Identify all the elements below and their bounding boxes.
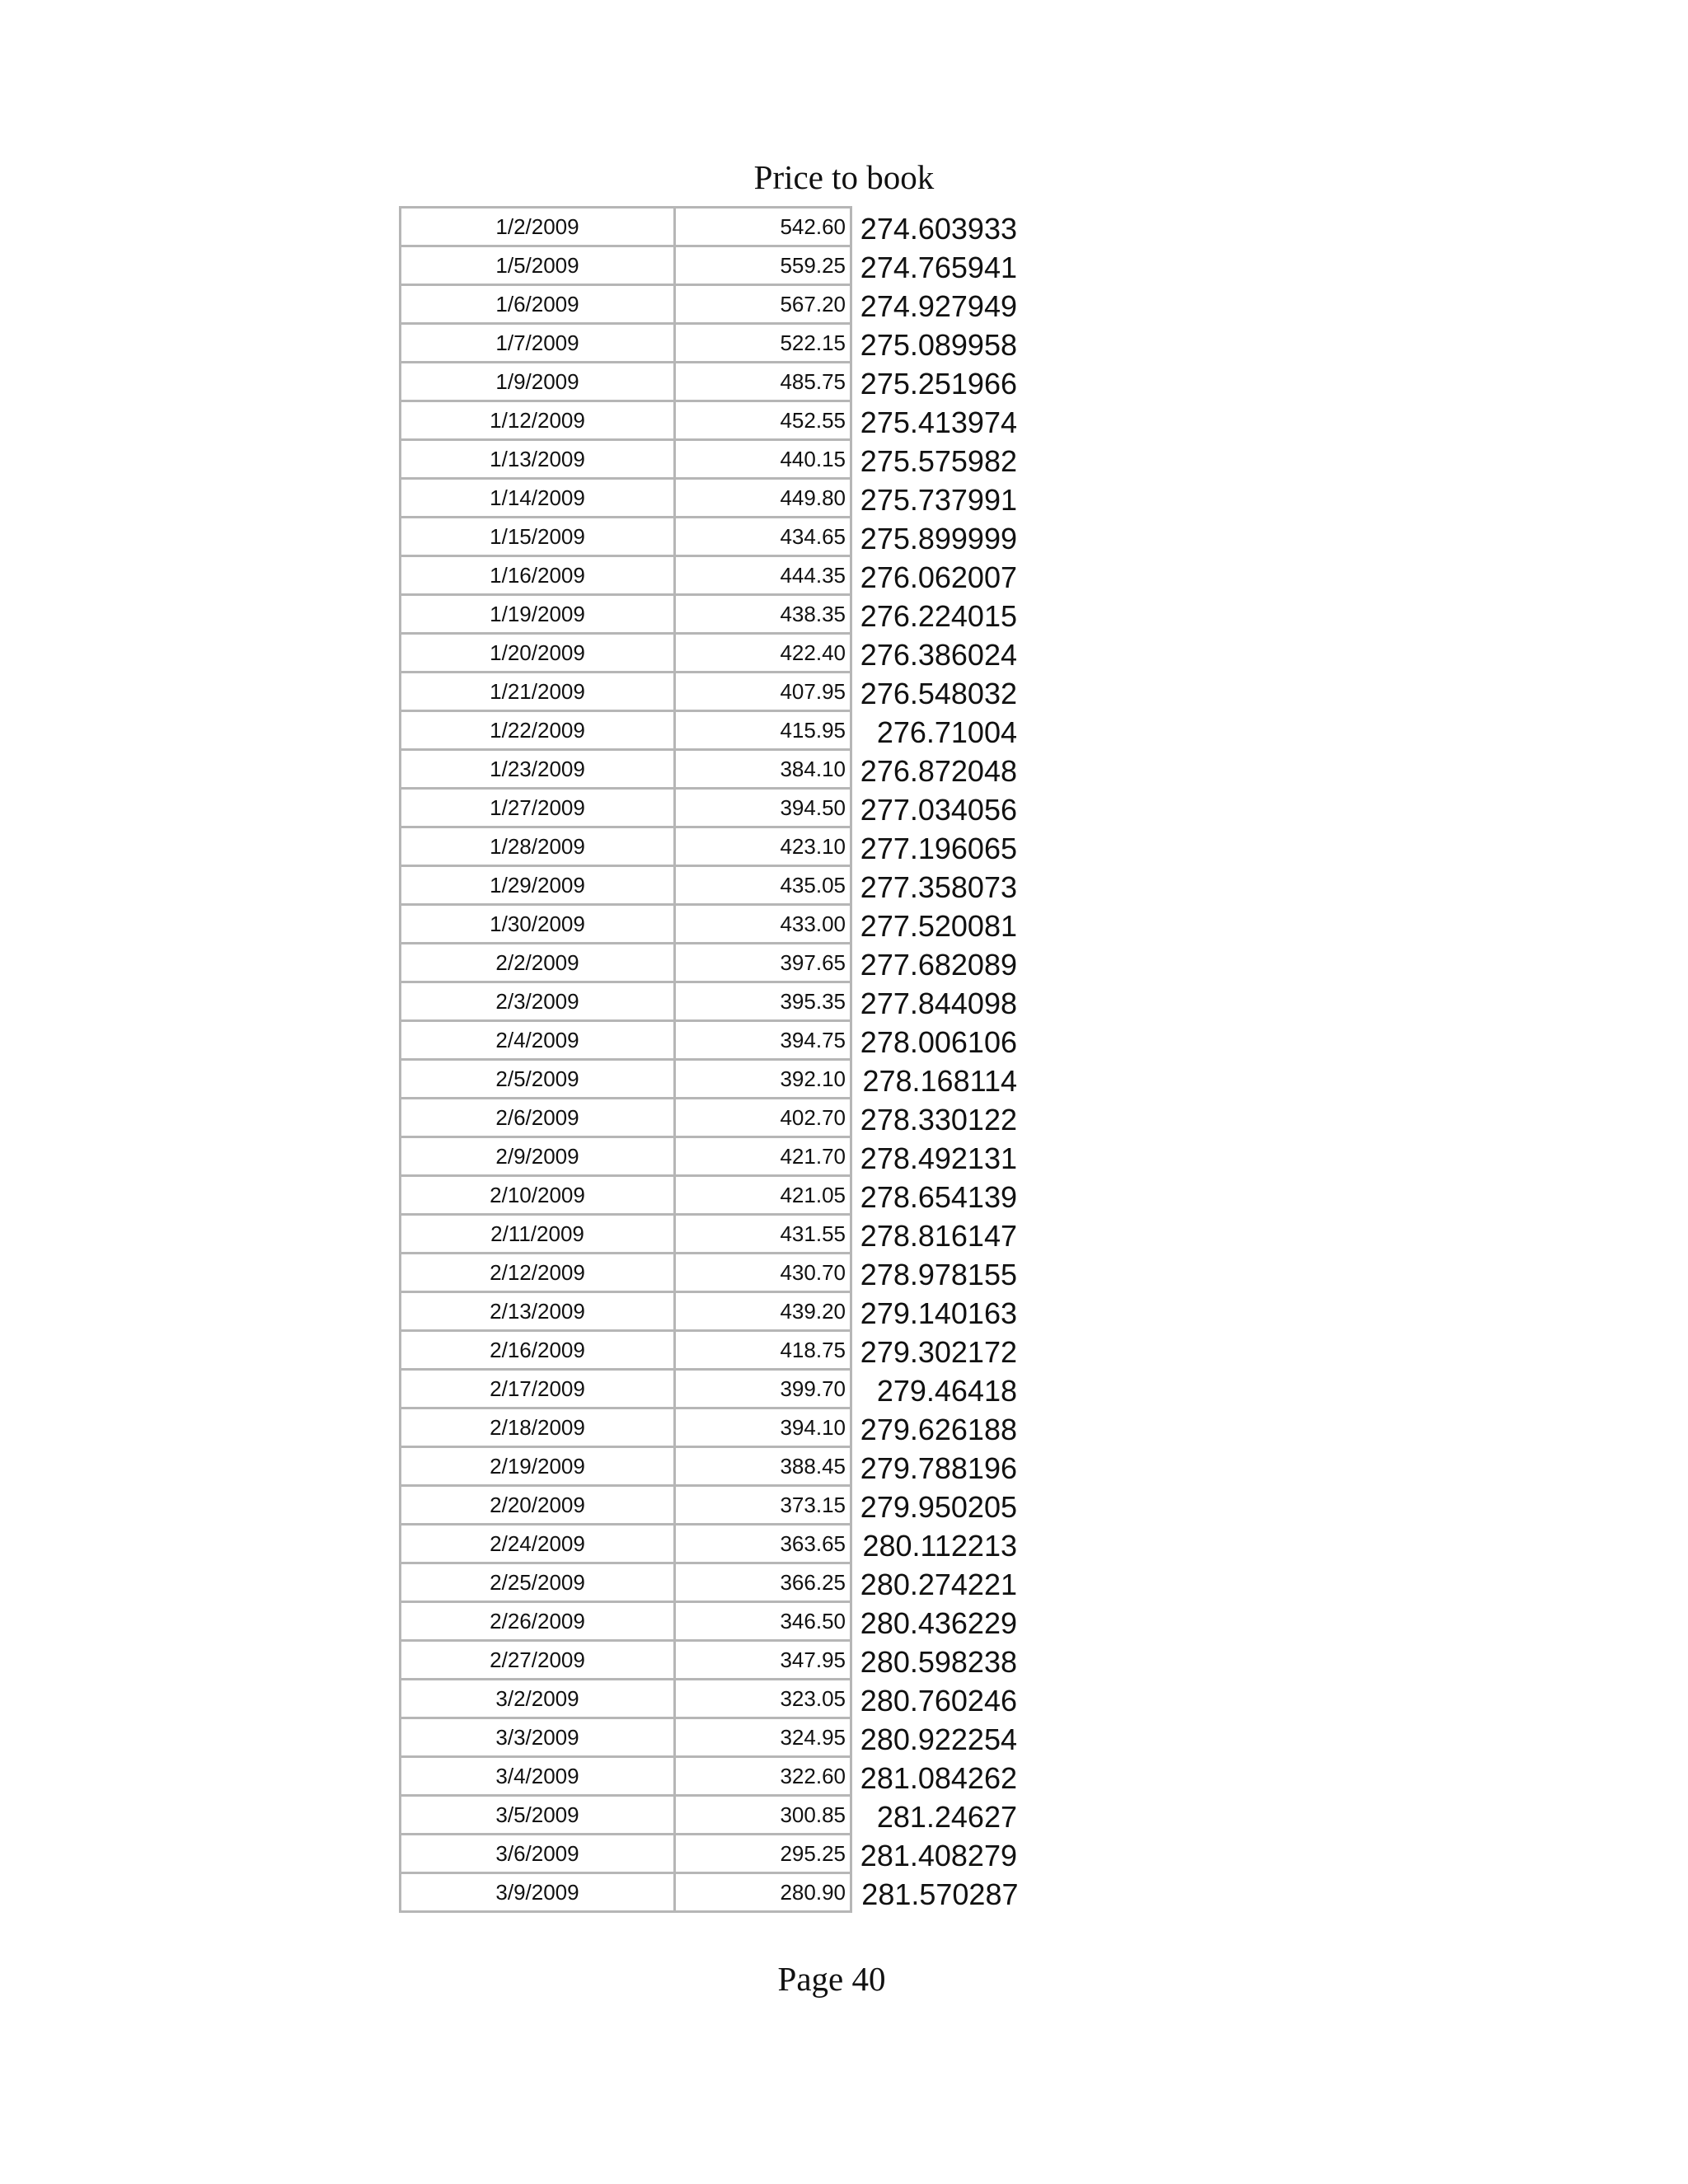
table-row [401, 401, 1019, 440]
price-table [399, 206, 1020, 1913]
date-cell: 2/12/2009 [401, 1254, 675, 1292]
table-row [401, 1680, 1019, 1718]
table-row [401, 711, 1019, 750]
book-value-cell: 280.922254 [860, 1722, 1017, 1756]
price-cell: 384.10 [675, 750, 851, 789]
book-value-cell: 276.062007 [860, 560, 1017, 594]
book-value-cell: 279.626188 [860, 1413, 1017, 1446]
page-title: Price to book [753, 158, 935, 196]
book-value-cell: 278.330122 [860, 1103, 1017, 1137]
table-row [401, 1873, 1019, 1912]
date-cell: 2/20/2009 [401, 1486, 675, 1525]
date-cell: 2/17/2009 [401, 1370, 675, 1408]
table-row [401, 1021, 1019, 1060]
table-row [401, 1254, 1019, 1292]
table-row [401, 1641, 1019, 1680]
date-cell: 1/30/2009 [401, 905, 675, 944]
date-cell: 1/7/2009 [401, 324, 675, 363]
table-row [401, 1370, 1019, 1408]
date-cell: 1/22/2009 [401, 711, 675, 750]
price-cell: 423.10 [675, 827, 851, 866]
date-cell: 2/16/2009 [401, 1331, 675, 1370]
table-row [401, 1718, 1019, 1757]
book-value-cell: 278.492131 [860, 1141, 1017, 1175]
date-cell: 2/26/2009 [401, 1602, 675, 1641]
table-row [401, 1137, 1019, 1176]
price-table-body [401, 208, 1019, 1912]
price-cell: 542.60 [675, 208, 851, 246]
price-cell: 397.65 [675, 944, 851, 982]
book-value-cell: 275.251966 [860, 367, 1017, 401]
table-row [401, 673, 1019, 711]
price-cell: 402.70 [675, 1099, 851, 1137]
price-cell: 395.35 [675, 982, 851, 1021]
table-row [401, 1563, 1019, 1602]
price-cell: 373.15 [675, 1486, 851, 1525]
date-cell: 2/4/2009 [401, 1021, 675, 1060]
book-value-cell: 274.603933 [860, 212, 1017, 246]
book-value-cell: 278.168114 [862, 1064, 1017, 1098]
book-value-cell: 275.575982 [860, 444, 1017, 478]
table-row [401, 595, 1019, 634]
table-row [401, 1602, 1019, 1641]
book-value-cell: 277.034056 [860, 793, 1017, 827]
date-cell: 1/29/2009 [401, 866, 675, 905]
book-value-cell: 277.358073 [860, 870, 1017, 904]
date-cell: 2/24/2009 [401, 1525, 675, 1563]
date-cell: 2/25/2009 [401, 1563, 675, 1602]
table-row [401, 827, 1019, 866]
book-value-cell: 281.570287 [861, 1877, 1019, 1911]
book-value-cell: 276.548032 [860, 677, 1017, 710]
date-cell: 3/5/2009 [401, 1796, 675, 1835]
price-cell: 322.60 [675, 1757, 851, 1796]
price-cell: 421.70 [675, 1137, 851, 1176]
price-cell: 407.95 [675, 673, 851, 711]
price-cell: 363.65 [675, 1525, 851, 1563]
price-cell: 324.95 [675, 1718, 851, 1757]
date-cell: 1/2/2009 [401, 208, 675, 246]
table-row [401, 1486, 1019, 1525]
table-row [401, 1060, 1019, 1099]
date-cell: 1/14/2009 [401, 479, 675, 518]
price-cell: 440.15 [675, 440, 851, 479]
price-cell: 567.20 [675, 285, 851, 324]
book-value-cell: 277.520081 [860, 909, 1017, 943]
book-value-cell: 279.46418 [876, 1374, 1017, 1408]
date-cell: 2/6/2009 [401, 1099, 675, 1137]
price-cell: 421.05 [675, 1176, 851, 1215]
table-row [401, 1176, 1019, 1215]
book-value-cell: 278.654139 [860, 1180, 1017, 1214]
table-row [401, 1447, 1019, 1486]
table-row [401, 634, 1019, 673]
price-cell: 434.65 [675, 518, 851, 556]
price-cell: 394.75 [675, 1021, 851, 1060]
date-cell: 2/18/2009 [401, 1408, 675, 1447]
table-row [401, 982, 1019, 1021]
book-value-cell: 276.386024 [860, 638, 1017, 672]
price-cell: 394.50 [675, 789, 851, 827]
price-cell: 418.75 [675, 1331, 851, 1370]
book-value-cell: 274.765941 [860, 251, 1017, 284]
table-row [401, 208, 1019, 246]
table-row [401, 479, 1019, 518]
table-row [401, 789, 1019, 827]
price-cell: 346.50 [675, 1602, 851, 1641]
price-cell: 430.70 [675, 1254, 851, 1292]
date-cell: 1/20/2009 [401, 634, 675, 673]
book-value-cell: 279.950205 [860, 1490, 1017, 1524]
price-cell: 485.75 [675, 363, 851, 401]
date-cell: 2/3/2009 [401, 982, 675, 1021]
table-row [401, 1796, 1019, 1835]
book-value-cell: 276.224015 [860, 599, 1017, 633]
price-cell: 347.95 [675, 1641, 851, 1680]
date-cell: 1/16/2009 [401, 556, 675, 595]
date-cell: 1/12/2009 [401, 401, 675, 440]
table-row [401, 518, 1019, 556]
date-cell: 2/13/2009 [401, 1292, 675, 1331]
book-value-cell: 279.302172 [860, 1335, 1017, 1369]
table-row [401, 750, 1019, 789]
book-value-cell: 277.844098 [860, 987, 1017, 1020]
book-value-cell: 277.682089 [860, 948, 1017, 982]
table-row [401, 1757, 1019, 1796]
date-cell: 1/19/2009 [401, 595, 675, 634]
price-cell: 300.85 [675, 1796, 851, 1835]
price-cell: 394.10 [675, 1408, 851, 1447]
date-cell: 3/2/2009 [401, 1680, 675, 1718]
price-cell: 366.25 [675, 1563, 851, 1602]
price-cell: 522.15 [675, 324, 851, 363]
book-value-cell: 280.436229 [860, 1606, 1017, 1640]
book-value-cell: 278.816147 [860, 1219, 1017, 1253]
table-row [401, 556, 1019, 595]
book-value-cell: 276.872048 [860, 754, 1017, 788]
date-cell: 1/23/2009 [401, 750, 675, 789]
table-row [401, 866, 1019, 905]
book-value-cell: 281.24627 [876, 1800, 1017, 1834]
table-row [401, 1215, 1019, 1254]
book-value-cell: 278.978155 [860, 1258, 1017, 1291]
book-value-cell: 280.112213 [862, 1529, 1017, 1563]
price-cell: 433.00 [675, 905, 851, 944]
date-cell: 3/4/2009 [401, 1757, 675, 1796]
table-row [401, 246, 1019, 285]
table-row [401, 1835, 1019, 1873]
price-cell: 449.80 [675, 479, 851, 518]
date-cell: 1/13/2009 [401, 440, 675, 479]
book-value-cell: 275.899999 [860, 522, 1017, 555]
table-row [401, 285, 1019, 324]
price-cell: 323.05 [675, 1680, 851, 1718]
price-cell: 439.20 [675, 1292, 851, 1331]
table-row [401, 440, 1019, 479]
date-cell: 2/11/2009 [401, 1215, 675, 1254]
table-row [401, 324, 1019, 363]
date-cell: 2/10/2009 [401, 1176, 675, 1215]
book-value-cell: 277.196065 [860, 832, 1017, 865]
price-cell: 295.25 [675, 1835, 851, 1873]
date-cell: 1/21/2009 [401, 673, 675, 711]
table-row [401, 1331, 1019, 1370]
table-row [401, 363, 1019, 401]
price-cell: 280.90 [675, 1873, 851, 1912]
book-value-cell: 280.598238 [860, 1645, 1017, 1679]
price-cell: 388.45 [675, 1447, 851, 1486]
date-cell: 3/3/2009 [401, 1718, 675, 1757]
table-row [401, 944, 1019, 982]
price-cell: 422.40 [675, 634, 851, 673]
table-row [401, 1099, 1019, 1137]
date-cell: 1/5/2009 [401, 246, 675, 285]
date-cell: 1/28/2009 [401, 827, 675, 866]
price-cell: 399.70 [675, 1370, 851, 1408]
book-value-cell: 278.006106 [860, 1025, 1017, 1059]
book-value-cell: 281.084262 [860, 1761, 1017, 1795]
date-cell: 2/5/2009 [401, 1060, 675, 1099]
book-value-cell: 279.788196 [860, 1451, 1017, 1485]
book-value-cell: 274.927949 [860, 289, 1017, 323]
table-row [401, 1292, 1019, 1331]
price-cell: 452.55 [675, 401, 851, 440]
date-cell: 3/9/2009 [401, 1873, 675, 1912]
price-cell: 415.95 [675, 711, 851, 750]
price-cell: 392.10 [675, 1060, 851, 1099]
book-value-cell: 275.413974 [860, 405, 1017, 439]
book-value-cell: 281.408279 [860, 1839, 1017, 1872]
price-cell: 431.55 [675, 1215, 851, 1254]
price-cell: 559.25 [675, 246, 851, 285]
price-cell: 435.05 [675, 866, 851, 905]
date-cell: 3/6/2009 [401, 1835, 675, 1873]
date-cell: 2/9/2009 [401, 1137, 675, 1176]
book-value-cell: 280.274221 [860, 1568, 1017, 1601]
book-value-cell: 275.737991 [860, 483, 1017, 517]
date-cell: 2/2/2009 [401, 944, 675, 982]
book-value-cell: 275.089958 [860, 328, 1017, 362]
table-row [401, 905, 1019, 944]
date-cell: 1/6/2009 [401, 285, 675, 324]
table-row [401, 1408, 1019, 1447]
book-value-cell: 280.760246 [860, 1684, 1017, 1718]
date-cell: 2/27/2009 [401, 1641, 675, 1680]
table-row [401, 1525, 1019, 1563]
book-value-cell: 276.71004 [876, 715, 1017, 749]
date-cell: 1/9/2009 [401, 363, 675, 401]
date-cell: 2/19/2009 [401, 1447, 675, 1486]
date-cell: 1/15/2009 [401, 518, 675, 556]
price-cell: 444.35 [675, 556, 851, 595]
date-cell: 1/27/2009 [401, 789, 675, 827]
price-cell: 438.35 [675, 595, 851, 634]
page-number: Page 40 [777, 1960, 886, 1998]
book-value-cell: 279.140163 [860, 1296, 1017, 1330]
